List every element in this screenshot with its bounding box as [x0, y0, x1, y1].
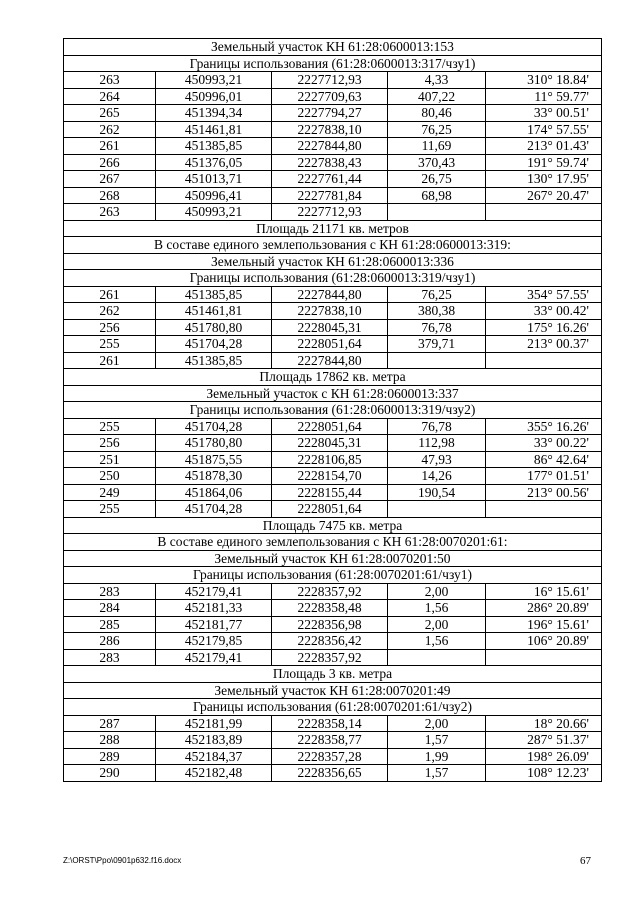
y-coordinate-cell: 2228356,98 — [272, 616, 388, 633]
x-coordinate-cell: 451704,28 — [156, 501, 272, 518]
table-row — [64, 286, 602, 303]
table-row — [64, 204, 602, 221]
section-header: В составе единого землепользования с КН 61:28:0600013:319: — [64, 237, 602, 254]
point-number-cell: 284 — [64, 600, 156, 617]
x-coordinate-cell: 451013,71 — [156, 171, 272, 188]
x-coordinate-cell: 451461,81 — [156, 303, 272, 320]
bearing-cell: 11° 59.77' — [486, 88, 602, 105]
section-header: Границы использования (61:28:0070201:61/чзу2) — [64, 699, 602, 716]
table-row — [64, 435, 602, 452]
bearing-cell: 108° 12.23' — [486, 765, 602, 782]
section-header: Земельный участок КН 61:28:0600013:153 — [64, 39, 602, 56]
distance-cell: 76,78 — [388, 319, 486, 336]
section-header-row — [64, 666, 602, 683]
point-number-cell: 289 — [64, 748, 156, 765]
distance-cell: 14,26 — [388, 468, 486, 485]
distance-cell: 1,56 — [388, 633, 486, 650]
bearing-cell: 18° 20.66' — [486, 715, 602, 732]
x-coordinate-cell: 451878,30 — [156, 468, 272, 485]
section-header: Площадь 17862 кв. метра — [64, 369, 602, 386]
bearing-cell: 177° 01.51' — [486, 468, 602, 485]
y-coordinate-cell: 2227794,27 — [272, 105, 388, 122]
table-row — [64, 138, 602, 155]
point-number-cell: 251 — [64, 451, 156, 468]
x-coordinate-cell: 451864,06 — [156, 484, 272, 501]
distance-cell: 370,43 — [388, 154, 486, 171]
point-number-cell: 250 — [64, 468, 156, 485]
table-row — [64, 501, 602, 518]
bearing-cell: 33° 00.42' — [486, 303, 602, 320]
point-number-cell: 263 — [64, 204, 156, 221]
point-number-cell: 261 — [64, 286, 156, 303]
section-header-row — [64, 220, 602, 237]
y-coordinate-cell: 2228051,64 — [272, 418, 388, 435]
bearing-cell: 175° 16.26' — [486, 319, 602, 336]
distance-cell: 1,99 — [388, 748, 486, 765]
y-coordinate-cell: 2227712,93 — [272, 72, 388, 89]
table-row — [64, 72, 602, 89]
table-row — [64, 451, 602, 468]
distance-cell — [388, 501, 486, 518]
table-row — [64, 352, 602, 369]
section-header-row — [64, 534, 602, 551]
y-coordinate-cell: 2227761,44 — [272, 171, 388, 188]
section-header-row — [64, 402, 602, 419]
section-header: Границы использования (61:28:0070201:61/чзу1) — [64, 567, 602, 584]
distance-cell: 407,22 — [388, 88, 486, 105]
y-coordinate-cell: 2227844,80 — [272, 352, 388, 369]
point-number-cell: 256 — [64, 435, 156, 452]
bearing-cell: 287° 51.37' — [486, 732, 602, 749]
x-coordinate-cell: 451704,28 — [156, 418, 272, 435]
table-row — [64, 649, 602, 666]
table-row — [64, 765, 602, 782]
table-row — [64, 319, 602, 336]
bearing-cell: 86° 42.64' — [486, 451, 602, 468]
x-coordinate-cell: 451385,85 — [156, 286, 272, 303]
x-coordinate-cell: 450993,21 — [156, 72, 272, 89]
x-coordinate-cell: 450996,01 — [156, 88, 272, 105]
distance-cell: 76,25 — [388, 121, 486, 138]
distance-cell — [388, 204, 486, 221]
x-coordinate-cell: 450993,21 — [156, 204, 272, 221]
distance-cell: 68,98 — [388, 187, 486, 204]
point-number-cell: 264 — [64, 88, 156, 105]
x-coordinate-cell: 452181,33 — [156, 600, 272, 617]
table-row — [64, 600, 602, 617]
distance-cell: 1,57 — [388, 765, 486, 782]
distance-cell: 2,00 — [388, 715, 486, 732]
section-header: Границы использования (61:28:0600013:317/чзу1) — [64, 55, 602, 72]
section-header-row — [64, 270, 602, 287]
table-row — [64, 171, 602, 188]
distance-cell — [388, 649, 486, 666]
table-row — [64, 418, 602, 435]
point-number-cell: 255 — [64, 336, 156, 353]
y-coordinate-cell: 2228356,42 — [272, 633, 388, 650]
point-number-cell: 286 — [64, 633, 156, 650]
y-coordinate-cell: 2228358,48 — [272, 600, 388, 617]
point-number-cell: 266 — [64, 154, 156, 171]
distance-cell: 1,57 — [388, 732, 486, 749]
x-coordinate-cell: 450996,41 — [156, 187, 272, 204]
x-coordinate-cell: 452182,48 — [156, 765, 272, 782]
x-coordinate-cell: 452179,85 — [156, 633, 272, 650]
bearing-cell: 174° 57.55' — [486, 121, 602, 138]
bearing-cell: 33° 00.51' — [486, 105, 602, 122]
section-header-row — [64, 39, 602, 56]
x-coordinate-cell: 451376,05 — [156, 154, 272, 171]
bearing-cell: 213° 00.37' — [486, 336, 602, 353]
bearing-cell: 354° 57.55' — [486, 286, 602, 303]
section-header: Площадь 7475 кв. метра — [64, 517, 602, 534]
y-coordinate-cell: 2227781,84 — [272, 187, 388, 204]
page-number: 67 — [580, 855, 591, 867]
y-coordinate-cell: 2228357,92 — [272, 583, 388, 600]
table-row — [64, 583, 602, 600]
bearing-cell: 198° 26.09' — [486, 748, 602, 765]
point-number-cell: 255 — [64, 501, 156, 518]
table-row — [64, 748, 602, 765]
y-coordinate-cell: 2228051,64 — [272, 336, 388, 353]
distance-cell: 1,56 — [388, 600, 486, 617]
x-coordinate-cell: 451780,80 — [156, 319, 272, 336]
x-coordinate-cell: 451461,81 — [156, 121, 272, 138]
y-coordinate-cell: 2228356,65 — [272, 765, 388, 782]
distance-cell: 26,75 — [388, 171, 486, 188]
point-number-cell: 283 — [64, 649, 156, 666]
bearing-cell: 33° 00.22' — [486, 435, 602, 452]
y-coordinate-cell: 2227838,10 — [272, 121, 388, 138]
y-coordinate-cell: 2227838,10 — [272, 303, 388, 320]
footer-file-path: Z:\ORST\Ppo\0901p632.f16.docx — [63, 856, 182, 865]
table-row — [64, 633, 602, 650]
y-coordinate-cell: 2228154,70 — [272, 468, 388, 485]
distance-cell: 76,78 — [388, 418, 486, 435]
bearing-cell: 213° 00.56' — [486, 484, 602, 501]
section-header: Земельный участок КН 61:28:0600013:336 — [64, 253, 602, 270]
bearing-cell: 310° 18.84' — [486, 72, 602, 89]
x-coordinate-cell: 452179,41 — [156, 649, 272, 666]
bearing-cell: 267° 20.47' — [486, 187, 602, 204]
section-header-row — [64, 517, 602, 534]
distance-cell: 80,46 — [388, 105, 486, 122]
distance-cell — [388, 352, 486, 369]
distance-cell: 11,69 — [388, 138, 486, 155]
point-number-cell: 261 — [64, 352, 156, 369]
section-header-row — [64, 237, 602, 254]
section-header: Площадь 21171 кв. метров — [64, 220, 602, 237]
distance-cell: 4,33 — [388, 72, 486, 89]
point-number-cell: 255 — [64, 418, 156, 435]
point-number-cell: 287 — [64, 715, 156, 732]
section-header: Земельный участок с КН 61:28:0600013:337 — [64, 385, 602, 402]
point-number-cell: 249 — [64, 484, 156, 501]
y-coordinate-cell: 2228358,77 — [272, 732, 388, 749]
section-header-row — [64, 682, 602, 699]
bearing-cell — [486, 649, 602, 666]
section-header-row — [64, 253, 602, 270]
point-number-cell: 263 — [64, 72, 156, 89]
point-number-cell: 288 — [64, 732, 156, 749]
bearing-cell — [486, 204, 602, 221]
x-coordinate-cell: 451394,34 — [156, 105, 272, 122]
table-row — [64, 715, 602, 732]
x-coordinate-cell: 452181,99 — [156, 715, 272, 732]
y-coordinate-cell: 2228357,92 — [272, 649, 388, 666]
table-row — [64, 303, 602, 320]
point-number-cell: 267 — [64, 171, 156, 188]
distance-cell: 2,00 — [388, 583, 486, 600]
distance-cell: 379,71 — [388, 336, 486, 353]
y-coordinate-cell: 2227838,43 — [272, 154, 388, 171]
bearing-cell: 355° 16.26' — [486, 418, 602, 435]
x-coordinate-cell: 451875,55 — [156, 451, 272, 468]
distance-cell: 2,00 — [388, 616, 486, 633]
y-coordinate-cell: 2227844,80 — [272, 286, 388, 303]
section-header: Земельный участок КН 61:28:0070201:50 — [64, 550, 602, 567]
point-number-cell: 262 — [64, 303, 156, 320]
distance-cell: 112,98 — [388, 435, 486, 452]
section-header-row — [64, 567, 602, 584]
point-number-cell: 256 — [64, 319, 156, 336]
y-coordinate-cell: 2228106,85 — [272, 451, 388, 468]
table-row — [64, 187, 602, 204]
section-header-row — [64, 369, 602, 386]
table-row — [64, 468, 602, 485]
y-coordinate-cell: 2227844,80 — [272, 138, 388, 155]
section-header-row — [64, 699, 602, 716]
table-row — [64, 616, 602, 633]
section-header: Земельный участок КН 61:28:0070201:49 — [64, 682, 602, 699]
bearing-cell — [486, 352, 602, 369]
x-coordinate-cell: 452184,37 — [156, 748, 272, 765]
x-coordinate-cell: 452179,41 — [156, 583, 272, 600]
y-coordinate-cell: 2228051,64 — [272, 501, 388, 518]
section-header-row — [64, 550, 602, 567]
x-coordinate-cell: 451385,85 — [156, 352, 272, 369]
y-coordinate-cell: 2227712,93 — [272, 204, 388, 221]
coordinates-table — [63, 38, 602, 782]
point-number-cell: 268 — [64, 187, 156, 204]
section-header: Границы использования (61:28:0600013:319/чзу2) — [64, 402, 602, 419]
table-row — [64, 154, 602, 171]
x-coordinate-cell: 451704,28 — [156, 336, 272, 353]
coordinates-table-body — [64, 39, 602, 782]
y-coordinate-cell: 2228155,44 — [272, 484, 388, 501]
bearing-cell: 191° 59.74' — [486, 154, 602, 171]
x-coordinate-cell: 452181,77 — [156, 616, 272, 633]
table-row — [64, 732, 602, 749]
table-row — [64, 121, 602, 138]
y-coordinate-cell: 2227709,63 — [272, 88, 388, 105]
bearing-cell: 196° 15.61' — [486, 616, 602, 633]
table-row — [64, 105, 602, 122]
point-number-cell: 265 — [64, 105, 156, 122]
bearing-cell: 16° 15.61' — [486, 583, 602, 600]
y-coordinate-cell: 2228045,31 — [272, 319, 388, 336]
section-header: Площадь 3 кв. метра — [64, 666, 602, 683]
point-number-cell: 262 — [64, 121, 156, 138]
bearing-cell: 106° 20.89' — [486, 633, 602, 650]
table-row — [64, 484, 602, 501]
section-header: Границы использования (61:28:0600013:319/чзу1) — [64, 270, 602, 287]
point-number-cell: 285 — [64, 616, 156, 633]
section-header: В составе единого землепользования с КН 61:28:0070201:61: — [64, 534, 602, 551]
section-header-row — [64, 55, 602, 72]
x-coordinate-cell: 451780,80 — [156, 435, 272, 452]
point-number-cell: 290 — [64, 765, 156, 782]
bearing-cell: 286° 20.89' — [486, 600, 602, 617]
point-number-cell: 283 — [64, 583, 156, 600]
y-coordinate-cell: 2228357,28 — [272, 748, 388, 765]
bearing-cell: 213° 01.43' — [486, 138, 602, 155]
bearing-cell — [486, 501, 602, 518]
bearing-cell: 130° 17.95' — [486, 171, 602, 188]
y-coordinate-cell: 2228358,14 — [272, 715, 388, 732]
distance-cell: 190,54 — [388, 484, 486, 501]
point-number-cell: 261 — [64, 138, 156, 155]
distance-cell: 47,93 — [388, 451, 486, 468]
table-row — [64, 336, 602, 353]
distance-cell: 76,25 — [388, 286, 486, 303]
x-coordinate-cell: 452183,89 — [156, 732, 272, 749]
table-row — [64, 88, 602, 105]
y-coordinate-cell: 2228045,31 — [272, 435, 388, 452]
distance-cell: 380,38 — [388, 303, 486, 320]
x-coordinate-cell: 451385,85 — [156, 138, 272, 155]
section-header-row — [64, 385, 602, 402]
